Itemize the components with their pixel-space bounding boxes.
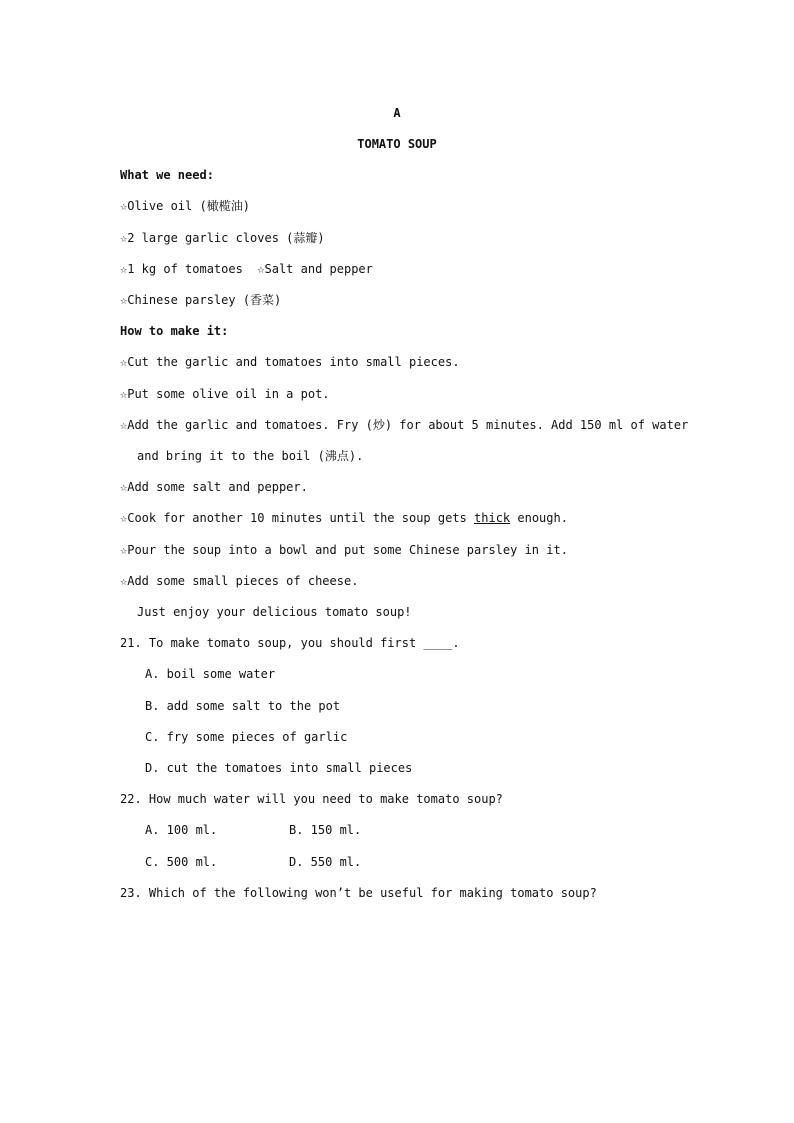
question-21-option-a: A. boil some water xyxy=(145,667,276,681)
step-cook xyxy=(120,510,568,526)
question-21-option-c: C. fry some pieces of garlic xyxy=(145,730,348,744)
question-21-option-d: D. cut the tomatoes into small pieces xyxy=(145,761,413,775)
question-21-option-b: B. add some salt to the pot xyxy=(145,699,341,713)
step-oil: ☆Put some olive oil in a pot. xyxy=(120,387,330,401)
step-cook-end: enough. xyxy=(510,511,568,525)
question-22-option-d: D. 550 ml. xyxy=(289,855,362,869)
question-23-stem: 23. Which of the following won’t be useful for making tomato soup? xyxy=(120,886,597,900)
question-22-stem: 22. How much water will you need to make tomato soup? xyxy=(120,792,503,806)
step-fry: ☆Add the garlic and tomatoes. Fry (炒) for about 5 minutes. Add 150 ml of water xyxy=(120,418,689,432)
ingredient-parsley: ☆Chinese parsley (香菜) xyxy=(120,293,282,307)
step-cut: ☆Cut the garlic and tomatoes into small pieces. xyxy=(120,355,460,369)
question-22-option-c: C. 500 ml. xyxy=(145,855,218,869)
underlined-word-thick: thick xyxy=(474,511,511,525)
step-fry-continued: and bring it to the boil (沸点). xyxy=(137,449,364,463)
question-22-option-a: A. 100 ml. xyxy=(145,823,218,837)
need-heading: What we need: xyxy=(120,168,214,182)
step-season: ☆Add some salt and pepper. xyxy=(120,480,308,494)
step-pour: ☆Pour the soup into a bowl and put some Chinese parsley in it. xyxy=(120,543,568,557)
howto-heading: How to make it: xyxy=(120,324,229,338)
question-22-option-b: B. 150 ml. xyxy=(289,823,362,837)
step-cheese: ☆Add some small pieces of cheese. xyxy=(120,574,359,588)
recipe-title: TOMATO SOUP xyxy=(357,137,437,151)
question-21-stem: 21. To make tomato soup, you should first ____. xyxy=(120,636,460,650)
ingredient-garlic: ☆2 large garlic cloves (蒜瓣) xyxy=(120,231,325,245)
step-cook-text: ☆Cook for another 10 minutes until the soup gets xyxy=(120,511,475,525)
closing-line: Just enjoy your delicious tomato soup! xyxy=(137,605,412,619)
section-letter: A xyxy=(393,106,401,120)
ingredient-tomatoes-salt: ☆1 kg of tomatoes ☆Salt and pepper xyxy=(120,262,373,276)
ingredient-olive-oil: ☆Olive oil (橄榄油) xyxy=(120,199,250,213)
